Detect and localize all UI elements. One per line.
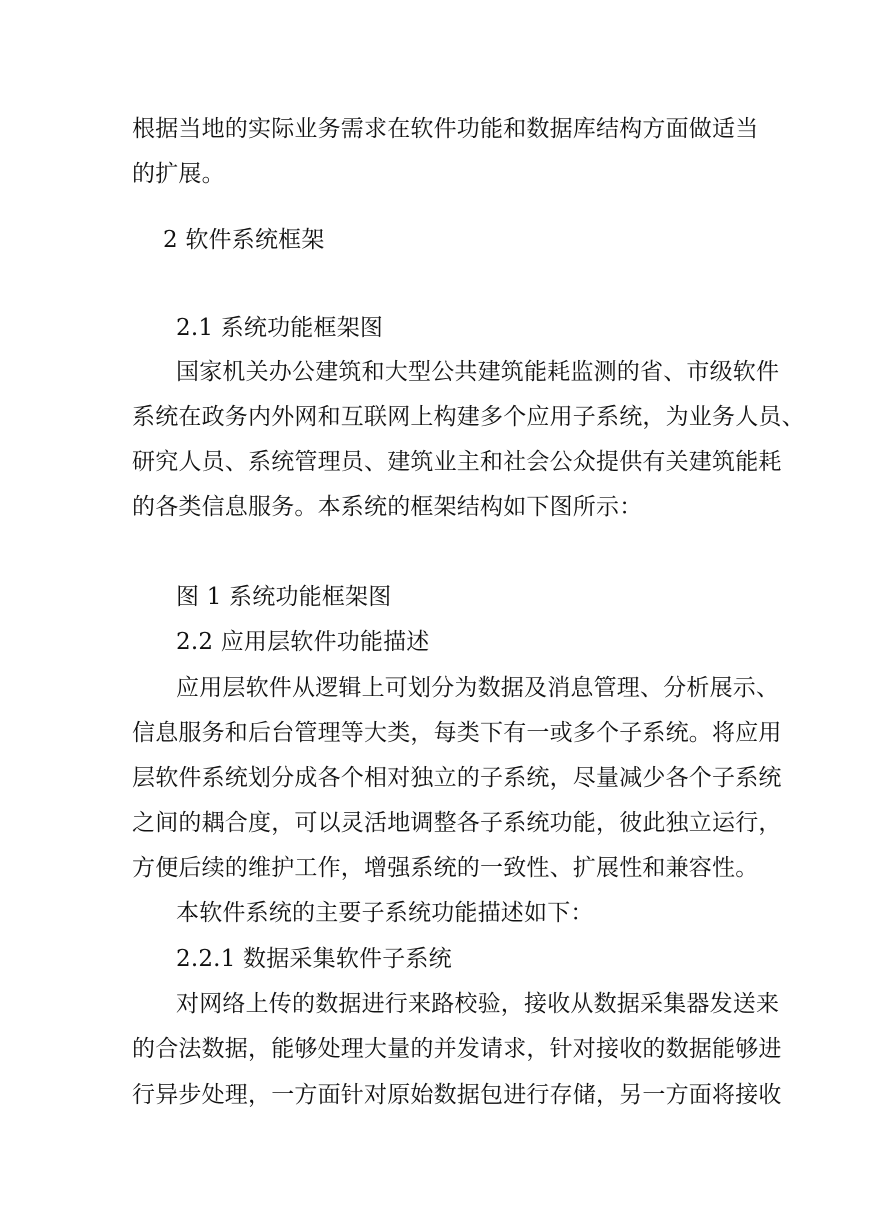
section-2-heading: 2 软件系统框架 <box>163 227 325 253</box>
section-2-2-summary-line: 本软件系统的主要子系统功能描述如下： <box>176 900 594 926</box>
section-2-1-paragraph-line-1: 国家机关办公建筑和大型公共建筑能耗监测的省、市级软件 <box>176 359 780 385</box>
section-2-2-paragraph-line-1: 应用层软件从逻辑上可划分为数据及消息管理、分析展示、 <box>176 675 780 701</box>
section-2-1-paragraph-line-2: 系统在政务内外网和互联网上构建多个应用子系统，为业务人员、 <box>132 404 805 430</box>
section-2-2-1-paragraph-line-3: 行异步处理，一方面针对原始数据包进行存储，另一方面将接收 <box>132 1082 782 1108</box>
section-2-2-heading: 2.2 应用层软件功能描述 <box>176 629 430 655</box>
section-2-2-1-heading: 2.2.1 数据采集软件子系统 <box>176 946 452 972</box>
intro-line-2: 的扩展。 <box>132 161 225 187</box>
section-2-2-paragraph-line-4: 之间的耦合度，可以灵活地调整各子系统功能，彼此独立运行， <box>132 810 782 836</box>
section-2-1-paragraph-line-4: 的各类信息服务。本系统的框架结构如下图所示： <box>132 494 643 520</box>
section-2-2-1-paragraph-line-2: 的合法数据，能够处理大量的并发请求，针对接收的数据能够进 <box>132 1036 782 1062</box>
section-2-2-1-paragraph-line-1: 对网络上传的数据进行来路校验，接收从数据采集器发送来 <box>176 991 780 1017</box>
intro-line-1: 根据当地的实际业务需求在软件功能和数据库结构方面做适当 <box>132 116 759 142</box>
section-2-2-paragraph-line-2: 信息服务和后台管理等大类，每类下有一或多个子系统。将应用 <box>132 720 782 746</box>
section-2-1-paragraph-line-3: 研究人员、系统管理员、建筑业主和社会公众提供有关建筑能耗 <box>132 449 782 475</box>
section-2-1-heading: 2.1 系统功能框架图 <box>176 315 384 341</box>
section-2-2-paragraph-line-5: 方便后续的维护工作，增强系统的一致性、扩展性和兼容性。 <box>132 855 759 881</box>
section-2-2-paragraph-line-3: 层软件系统划分成各个相对独立的子系统，尽量减少各个子系统 <box>132 765 782 791</box>
figure-caption: 图 1 系统功能框架图 <box>176 584 392 610</box>
